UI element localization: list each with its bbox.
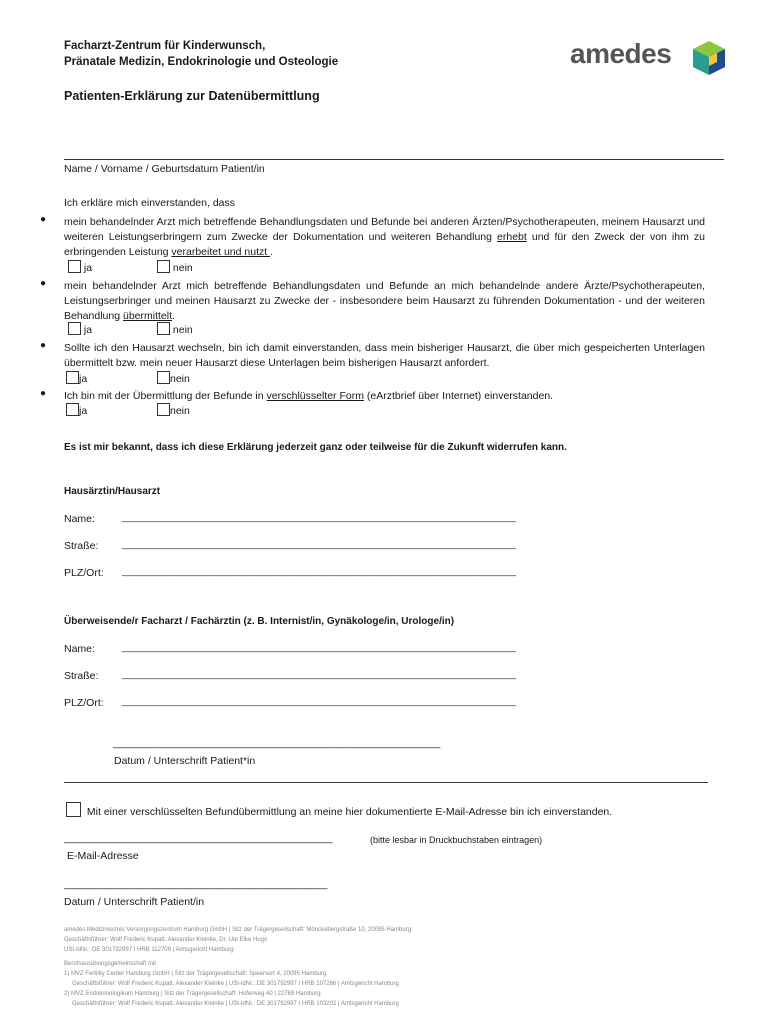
checkbox[interactable] [157, 260, 170, 273]
consent-1-no[interactable]: nein [157, 260, 193, 274]
referrer-street-label: Straße: [64, 670, 99, 682]
patient-name-line[interactable] [64, 159, 724, 160]
signature-line-2[interactable]: __________________________________________________ [64, 879, 328, 890]
footer-line: Berufsausübungsgemeinschaft mit [64, 961, 157, 967]
org-name-line2: Pränatale Medizin, Endokrinologie und Osteologie [64, 56, 339, 68]
checkbox[interactable] [157, 322, 170, 335]
referrer-name-label: Name: [64, 643, 95, 655]
referrer-city-field[interactable]: _______________________________________________________________________________ [122, 696, 516, 707]
footer-line: Geschäftsführer: Wolf Frederic Kupatt, Alexander Kleinke | USt-IdNr.: DE 301792997 I HRB 103202 | Amtsgericht Hamburg [72, 1001, 399, 1007]
footer-line: 2) MVZ Endokrinologikum Hamburg | Sitz der Trägergesellschaft: Hoferweg 40 | 22769 Hamburg [64, 991, 321, 997]
consent-3-yes[interactable]: ja [66, 371, 87, 385]
bullet: ● [40, 278, 47, 289]
consent-4-yes[interactable]: ja [66, 403, 87, 417]
footer-line: 1) MVZ Fertility Center Hamburg GmbH | Sitz der Trägergesellschaft: Speersort 4, 20095 Hamburg [64, 971, 327, 977]
referrer-heading: Überweisende/r Facharzt / Fachärztin (z. B. Internist/in, Gynäkologe/in, Urologe/in) [64, 616, 455, 627]
section-divider [64, 782, 708, 783]
bullet: ● [40, 388, 47, 399]
consent-2-no[interactable]: nein [157, 322, 193, 336]
gp-city-field[interactable]: _______________________________________________________________________________ [122, 566, 516, 577]
email-label: E-Mail-Adresse [67, 850, 139, 862]
consent-3-text: Sollte ich den Hausarzt wechseln, bin ich damit einverstanden, dass mein bisheriger Hausarzt, die über mich gespeicherten Unterlagen übermittelt bzw. mein neuer Hausarzt diese Unterlagen beim bisherigen Hausarzt anfordert. [64, 342, 705, 369]
email-hint: (bitte lesbar in Druckbuchstaben eintragen) [370, 835, 543, 845]
signature-label-2: Datum / Unterschrift Patient/in [64, 896, 205, 908]
signature-label-1: Datum / Unterschrift Patient*in [114, 755, 256, 767]
gp-name-label: Name: [64, 513, 95, 525]
footer-line: Geschäftsführer: Wolf Frederic Kupatt, Alexander Kleinke, Dr. Ute Elke Hugo [64, 937, 268, 943]
revocation-notice: Es ist mir bekannt, dass ich diese Erklärung jederzeit ganz oder teilweise für die Zukunft widerrufen kann. [64, 442, 567, 453]
checkbox[interactable] [157, 371, 170, 384]
referrer-name-field[interactable]: _______________________________________________________________________________ [122, 642, 516, 653]
referrer-street-field[interactable]: _______________________________________________________________________________ [122, 669, 516, 680]
consent-4-text: Ich bin mit der Übermittlung der Befunde in verschlüsselter Form (eArztbrief über Internet) einverstanden. [64, 390, 554, 402]
email-consent[interactable]: Mit einer verschlüsselten Befundübermittlung an meine hier dokumentierte E-Mail-Adresse bin ich einverstanden. [66, 802, 612, 818]
gp-street-field[interactable]: _______________________________________________________________________________ [122, 539, 516, 550]
consent-2-text: mein behandelnder Arzt mich betreffende Behandlungsdaten und Befunde an mich behandelnde andere Ärzte/Psychotherapeuten, Leistungserbringer und meinen Hausarzt zu Zwecke der - insbesondere beim Hausarzt zu führenden Dokumentation - und der weiteren Behandlung übermittelt. [64, 280, 705, 322]
checkbox[interactable] [157, 403, 170, 416]
consent-1-text: mein behandelnder Arzt mich betreffende Behandlungsdaten und Befunde bei anderen Ärzten/Psychotherapeuten, meinem Hausarzt und weiteren Leistungserbringern zum Zwecke der Dokumentation und weiteren Behandlung erhebt und für den Zweck der von ihm zu erbringenden Leistung verarbeitet und nutzt . [64, 216, 705, 258]
checkbox[interactable] [68, 322, 81, 335]
patient-name-label: Name / Vorname / Geburtsdatum Patient/in [64, 163, 265, 175]
signature-line-1[interactable]: _____________________________________________________________ [113, 738, 441, 749]
footer-line: Geschäftsführer: Wolf Frederic Kupatt, Alexander Kleinke | USt-IdNr.: DE 301792997 I HRB 107266 | Amtsgericht Hamburg [72, 981, 399, 987]
amedes-logo [570, 38, 730, 78]
org-name-line1: Facharzt-Zentrum für Kinderwunsch, [64, 40, 266, 52]
bullet: ● [40, 214, 47, 225]
bullet: ● [40, 340, 47, 351]
footer-line: USt-IdNr.: DE 301792997 I HRB 112709 | Amtsgericht Hamburg [64, 947, 234, 953]
consent-1-yes[interactable]: ja [68, 260, 92, 274]
gp-city-label: PLZ/Ort: [64, 567, 104, 579]
cube-icon [692, 40, 726, 76]
page-title: Patienten-Erklärung zur Datenübermittlung [64, 89, 320, 103]
consent-3-no[interactable]: nein [157, 371, 190, 385]
gp-heading: Hausärztin/Hausarzt [64, 486, 161, 497]
consent-4-no[interactable]: nein [157, 403, 190, 417]
gp-name-field[interactable]: _______________________________________________________________________________ [122, 512, 516, 523]
checkbox[interactable] [66, 371, 79, 384]
consent-intro: Ich erkläre mich einverstanden, dass [64, 197, 235, 209]
gp-street-label: Straße: [64, 540, 99, 552]
footer-line: amedes Medizinisches Versorgungszentrum Hamburg GmbH | Sitz der Trägergesellschaft: Mönckebergstraße 10, 20095 Hamburg [64, 927, 412, 933]
email-field[interactable]: ___________________________________________________ [64, 833, 333, 844]
logo-text: amedes [570, 38, 672, 69]
footer [64, 925, 704, 1009]
checkbox[interactable] [68, 260, 81, 273]
consent-2-yes[interactable]: ja [68, 322, 92, 336]
referrer-city-label: PLZ/Ort: [64, 697, 104, 709]
email-consent-checkbox[interactable] [66, 802, 81, 817]
checkbox[interactable] [66, 403, 79, 416]
